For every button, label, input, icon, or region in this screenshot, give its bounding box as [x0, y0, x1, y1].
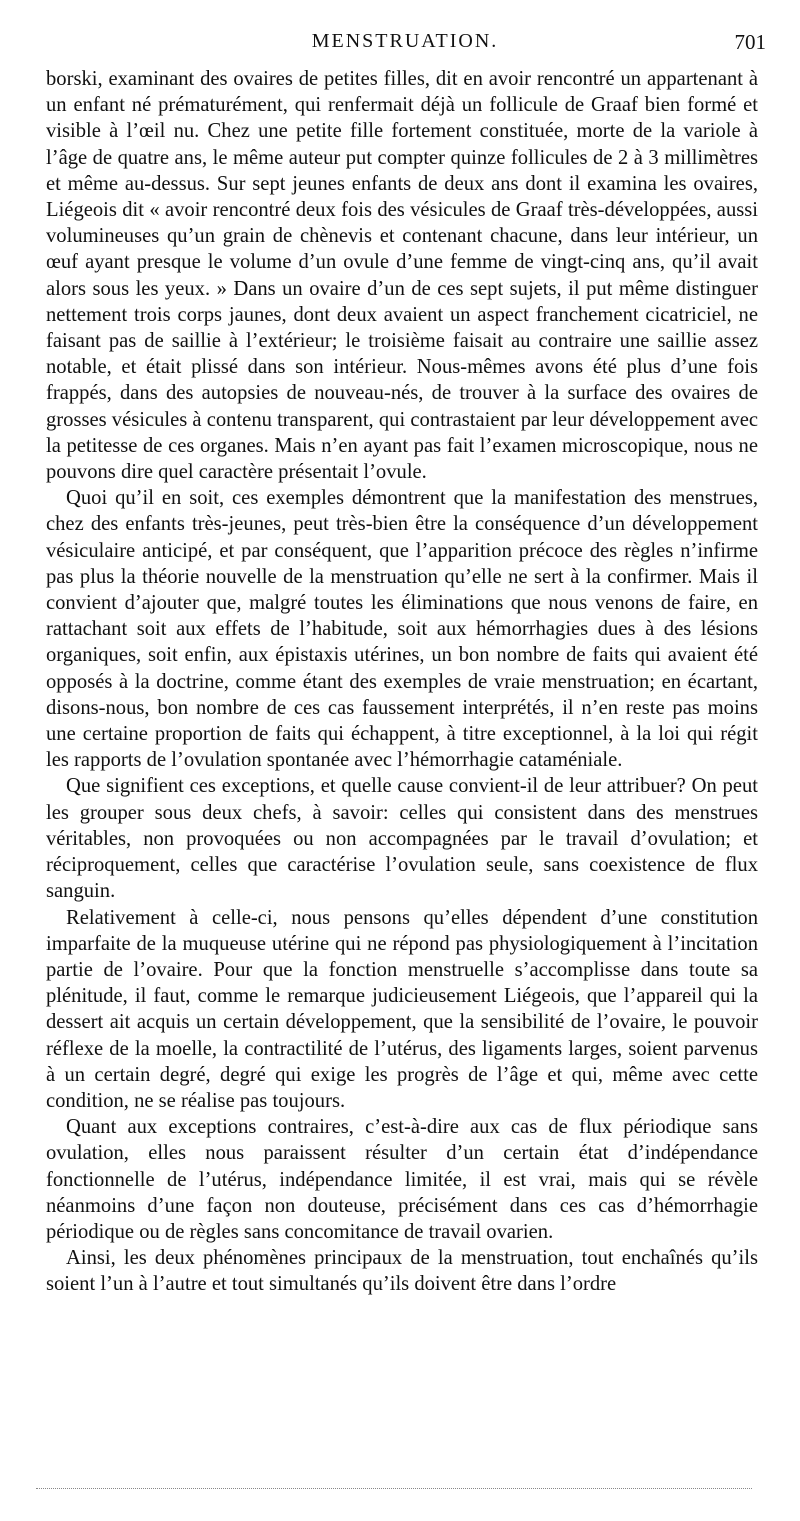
paragraph: Ainsi, les deux phénomènes principaux de la menstruation, tout enchaînés qu’ils soient l’un à l’autre et tout simultanés qu’ils doivent être dans l’ordre [46, 1247, 758, 1296]
page-number: 701 [734, 30, 766, 54]
paragraph: Quant aux exceptions contraires, c’est-à-dire aux cas de flux périodique sans ovulation, elles nous paraissent résulter d’un certain état d’indépendance fonctionnelle de l’utérus, indépendance limitée, il est vrai, mais qui se révèle néanmoins d’une façon non douteuse, précisément dans ces cas d’hémorrhagie périodique ou de règles sans concomitance de travail ovarien. [46, 1116, 758, 1243]
running-title: MENSTRUATION. [311, 30, 499, 52]
paragraph: borski, examinant des ovaires de petites filles, dit en avoir rencontré un appartenant à un enfant né prématurément, qui renfermait déjà un follicule de Graaf bien formé et visible à l’œil nu. Chez une petite fille fortement constituée, morte de la variole à l’âge de quatre ans, le même auteur put compter quinze follicules de 2 à 3 millimètres et même au-dessus. Sur sept jeunes enfants de deux ans dont il examina les ovaires, Liégeois dit « avoir rencontré deux fois des vésicules de Graaf très-développées, aussi volumineuses qu’un grain de chènevis et contenant chacune, dans leur intérieur, un œuf ayant presque le volume d’un ovule d’une femme de vingt-cinq ans, qu’il avait alors sous les yeux. » Dans un ovaire d’un de ces sept sujets, il put même distinguer nettement trois corps jaunes, dont deux avaient un aspect franchement cicatriciel, ne faisant pas de saillie à l’extérieur; le troisième faisait au contraire une saillie assez notable, et était plissé dans son intérieur. Nous-mêmes avons été plus d’une fois frappés, dans des autopsies de nouveau-nés, de trouver à la surface des ovaires de grosses vésicules à contenu transparent, qui contrastaient par leur développement avec la petitesse de ces organes. Mais n’en ayant pas fait l’examen microscopique, nous ne pouvons dire quel caractère présentait l’ovule. [46, 68, 758, 484]
page-header [44, 30, 766, 58]
paragraph: Relativement à celle-ci, nous pensons qu’elles dépendent d’une constitution imparfaite de la muqueuse utérine qui ne répond pas physiologiquement à l’incitation partie de l’ovaire. Pour que la fonction menstruelle s’accomplisse dans toute sa plénitude, il faut, comme le remarque judicieusement Liégeois, que l’appareil qui la dessert ait acquis un certain développement, que la sensibilité de l’ovaire, le pouvoir réflexe de la moelle, la contractilité de l’utérus, des ligaments larges, soient parvenus à un certain degré, degré qui exige les progrès de l’âge et qui, même avec cette condition, ne se réalise pas toujours. [46, 906, 758, 1112]
paragraph: Quoi qu’il en soit, ces exemples démontrent que la manifestation des menstrues, chez des enfants très-jeunes, peut très-bien être la conséquence d’un développement vésiculaire anticipé, et par conséquent, que l’apparition précoce des règles n’infirme pas plus la théorie nouvelle de la menstruation qu’elle ne sert à la confirmer. Mais il convient d’ajouter que, malgré toutes les éliminations que nous venons de faire, en rattachant soit aux effets de l’habitude, soit aux hémorrhagies dues à des lésions organiques, soit enfin, aux épistaxis utérines, un bon nombre de faits qui avaient été opposés à la doctrine, comme étant des exemples de vraie menstruation; en écartant, disons-nous, bon nombre de ces cas faussement interprétés, il n’en reste pas moins une certaine proportion de faits qui échappent, à titre exceptionnel, à la loi qui régit les rapports de l’ovulation spontanée avec l’hémorrhagie cataméniale. [46, 487, 758, 772]
body-text [46, 66, 758, 1298]
paragraph: Que signifient ces exceptions, et quelle cause convient-il de leur attribuer? On peut les grouper sous deux chefs, à savoir: celles qui consistent dans des menstrues véritables, non provoquées ou non accompagnées par le travail d’ovulation; et réciproquement, celles que caractérise l’ovulation seule, sans coexistence de flux sanguin. [46, 775, 758, 903]
footer-rule [36, 1488, 752, 1489]
